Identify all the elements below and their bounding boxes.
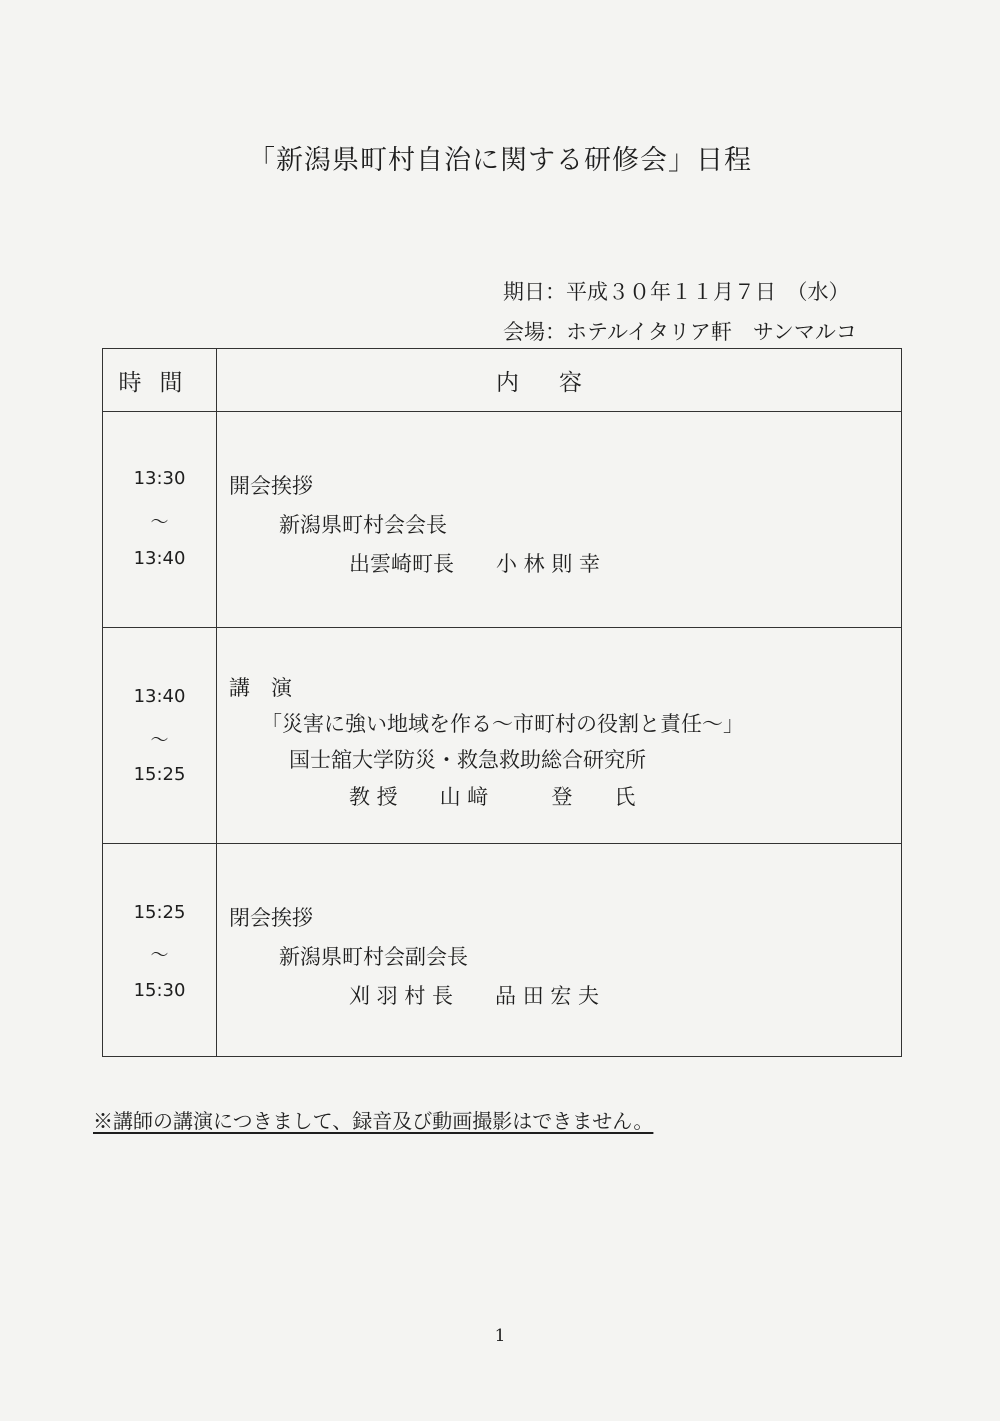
time-cell xyxy=(103,844,217,1057)
header-content: 内容 xyxy=(217,349,902,412)
start-time: 13:30 xyxy=(133,468,186,489)
schedule-table xyxy=(102,348,902,1057)
event-date: 期日：平成３０年１１月７日 （水） xyxy=(503,280,850,304)
content-cell xyxy=(217,844,902,1057)
recording-notice: ※講師の講演につきまして、録音及び動画撮影はできません。 xyxy=(93,1109,654,1133)
table-row xyxy=(103,844,902,1057)
item-line: 新潟県町村会会長 xyxy=(279,513,447,537)
time-cell xyxy=(103,412,217,628)
table-row xyxy=(103,628,902,844)
item-line: 新潟県町村会副会長 xyxy=(279,945,468,969)
lecture-title: 「災害に強い地域を作る～市町村の役割と責任～」 xyxy=(261,712,744,736)
table-header-row xyxy=(103,349,902,412)
time-tilde: ～ xyxy=(150,730,169,751)
content-cell xyxy=(217,628,902,844)
time-cell xyxy=(103,628,217,844)
item-line: 出雲崎町長 小 林 則 幸 xyxy=(349,552,601,576)
item-heading: 閉会挨拶 xyxy=(229,906,313,930)
event-venue: 会場：ホテルイタリア軒 サンマルコ xyxy=(503,320,857,344)
item-line: 教 授 山 﨑 登 氏 xyxy=(349,785,636,809)
document-title: 「新潟県町村自治に関する研修会」日程 xyxy=(248,145,752,176)
item-line: 国士舘大学防災・救急救助総合研究所 xyxy=(289,748,646,772)
header-time: 時間 xyxy=(103,349,217,412)
end-time: 15:25 xyxy=(133,764,186,785)
start-time: 15:25 xyxy=(133,902,186,923)
table-row xyxy=(103,412,902,628)
end-time: 15:30 xyxy=(133,980,186,1001)
end-time: 13:40 xyxy=(133,548,186,569)
content-cell xyxy=(217,412,902,628)
start-time: 13:40 xyxy=(133,686,186,707)
time-tilde: ～ xyxy=(150,512,169,533)
page-number: 1 xyxy=(494,1326,506,1346)
item-heading: 開会挨拶 xyxy=(229,474,313,498)
item-line: 刈 羽 村 長 品 田 宏 夫 xyxy=(349,984,600,1008)
item-heading: 講 演 xyxy=(229,676,292,700)
time-tilde: ～ xyxy=(150,945,169,966)
